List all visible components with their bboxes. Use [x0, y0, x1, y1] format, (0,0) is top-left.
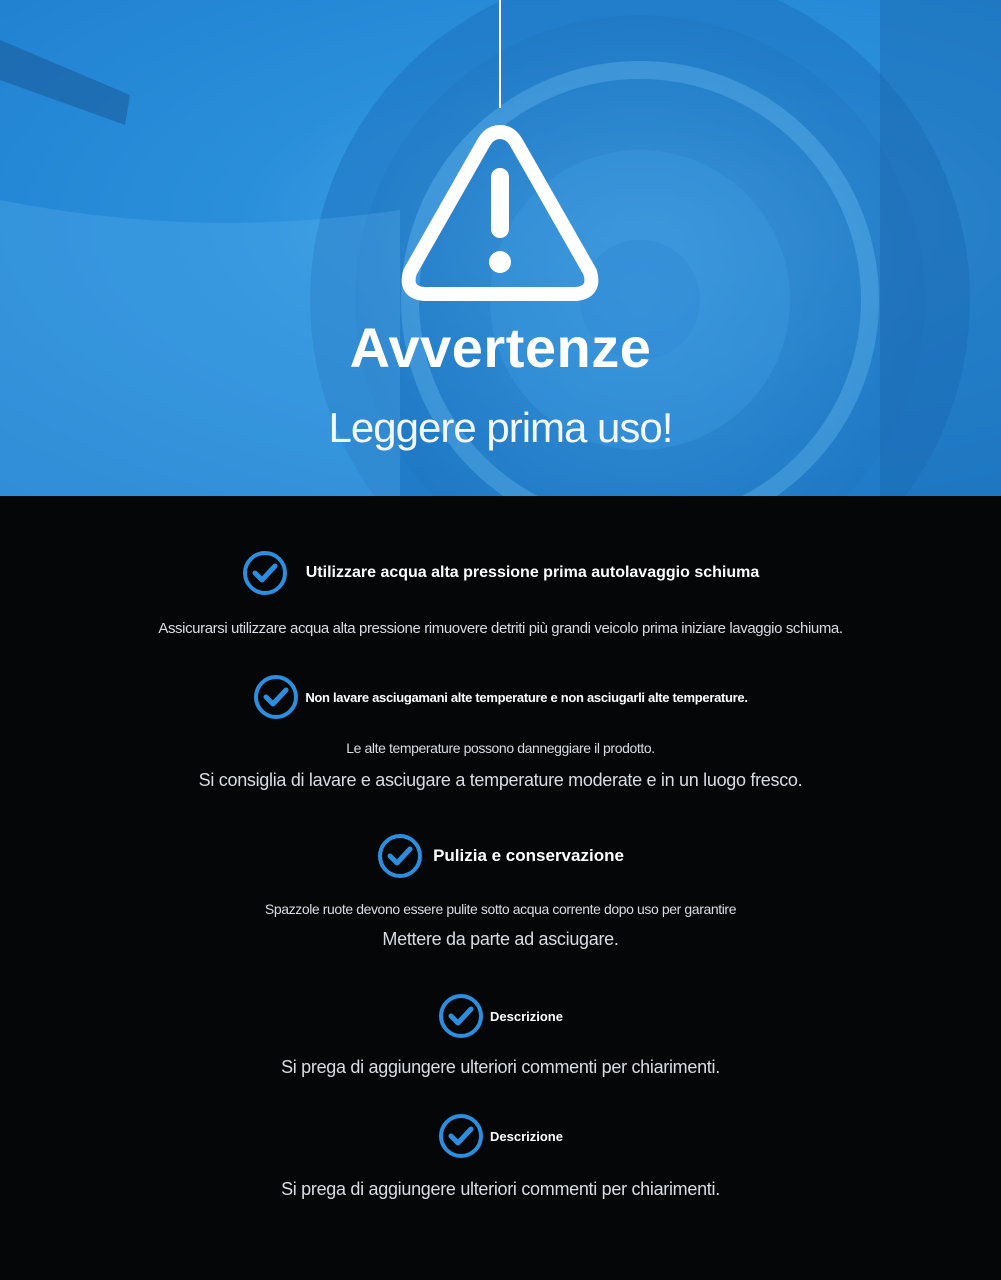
warning-title: Pulizia e conservazione: [433, 846, 624, 865]
hanging-line: [499, 0, 501, 108]
warning-item-2: [0, 674, 1001, 791]
warning-title: Non lavare asciugamani alte temperature e non asciugarli alte temperature.: [305, 689, 748, 705]
page-subtitle: Leggere prima uso!: [328, 404, 673, 451]
warning-item-5: [0, 1113, 1001, 1200]
warning-text: Si prega di aggiungere ulteriori commenti per chiarimenti.: [281, 1179, 720, 1199]
warning-title: Descrizione: [490, 1008, 563, 1024]
warning-item-4: [0, 993, 1001, 1078]
hero-banner: [0, 0, 1001, 496]
warning-text: Si consiglia di lavare e asciugare a temperature moderate e in un luogo fresco.: [198, 770, 803, 790]
warning-text: Spazzole ruote devono essere pulite sotto acqua corrente dopo uso per garantire: [264, 901, 737, 917]
warning-text: Mettere da parte ad asciugare.: [382, 929, 619, 949]
warning-text: Le alte temperature possono danneggiare il prodotto.: [346, 740, 655, 756]
warning-title: Utilizzare acqua alta pressione prima autolavaggio schiuma: [305, 564, 760, 581]
check-circle-icon: [438, 1113, 484, 1159]
warning-text: Assicurarsi utilizzare acqua alta pressione rimuovere detriti più grandi veicolo prima iniziare lavaggio schiuma.: [158, 620, 843, 637]
warning-item-1: [0, 550, 1001, 637]
check-circle-icon: [377, 833, 423, 879]
warning-triangle-icon: [400, 122, 600, 302]
warning-title: Descrizione: [490, 1128, 563, 1144]
check-circle-icon: [253, 674, 299, 720]
page-title: Avvertenze: [349, 316, 652, 379]
check-circle-icon: [242, 550, 288, 596]
warnings-list: [0, 496, 1001, 1280]
check-circle-icon: [438, 993, 484, 1039]
warning-item-3: [0, 833, 1001, 950]
warning-text: Si prega di aggiungere ulteriori commenti per chiarimenti.: [281, 1057, 720, 1077]
